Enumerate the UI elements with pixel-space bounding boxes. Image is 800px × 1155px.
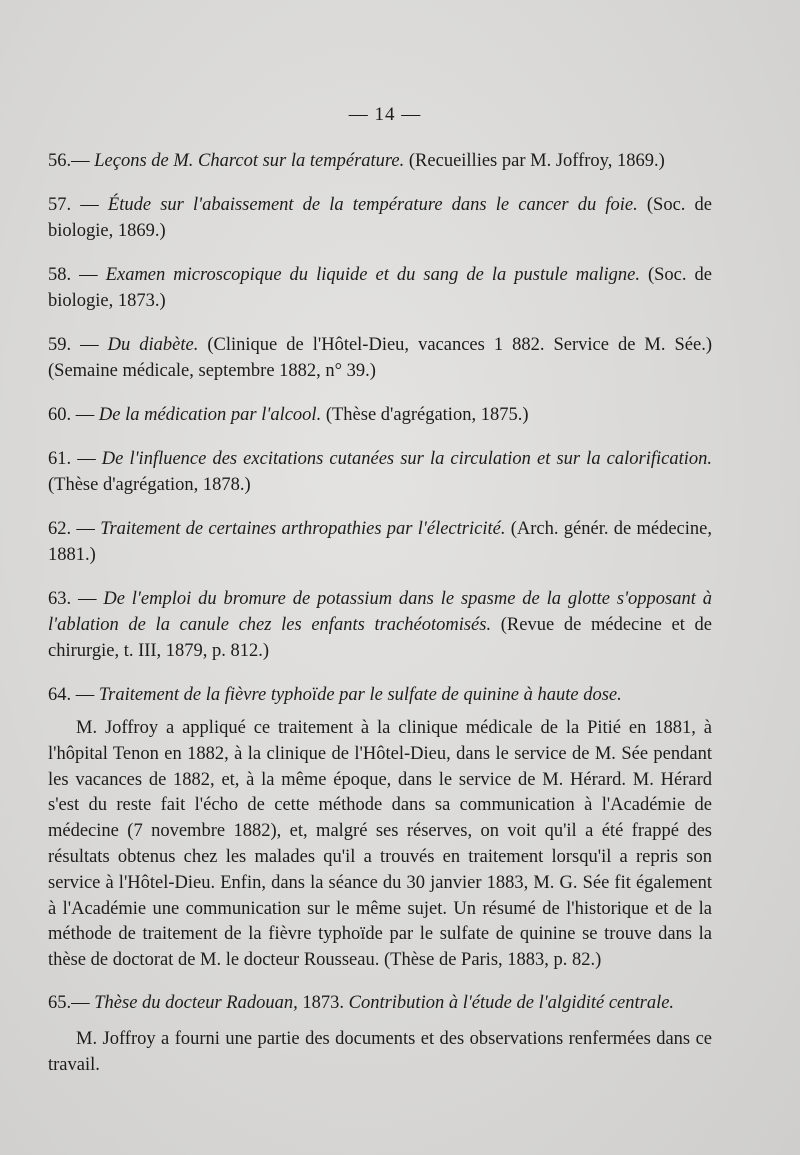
entry-title: Leçons de M. Charcot sur la température.: [94, 151, 405, 171]
entry-61: 61. — De l'influence des excitations cutanées sur la circulation et sur la calorification. (Thèse d'agrégation, 1878.): [48, 449, 712, 495]
entry-note: (Soc. de biologie, 1873.): [48, 265, 713, 311]
entry-59: 59. — Du diabète. (Clinique de l'Hôtel-Dieu, vacances 1 882. Service de M. Sée.) (Semaine médicale, septembre 1882, n° 39.): [48, 335, 713, 381]
entry-note: (Clinique de l'Hôtel-Dieu, vacances 1 882. Service de M. Sée.) (Semaine médicale, septembre 1882, n° 39.): [48, 335, 713, 381]
entry-62: 62. — Traitement de certaines arthropathies par l'électricité. (Arch. génér. de médecine, 1881.): [48, 519, 712, 565]
entry-64-paragraph: M. Joffroy a appliqué ce traitement à la clinique médicale de la Pitié en 1881, à l'hôpital Tenon en 1882, à la clinique de l'Hôtel-Dieu, dans le service de M. Sée pendant les vacances de 1882, et, à la même époque, dans le service de M. Hérard. M. Hérard s'est du reste fait l'écho de cette méthode dans sa communication à l'Académie de médecine (7 novembre 1882), et, malgré ses réserves, on voit qu'il a été frappé des résultats obtenus chez les malades qu'il a trouvés en traitement lorsqu'il a repris son service à l'Hôtel-Dieu. Enfin, dans la séance du 30 janvier 1883, M. G. Sée fit également à l'Académie une communication sur le même sujet. Un résumé de l'historique et de la méthode de traitement de la fièvre typhoïde par le sulfate de quinine se trouve dans la thèse de doctorat de M. le docteur Rousseau. (Thèse de Paris, 1883, p. 82.): [48, 718, 712, 971]
entry-63: 63. — De l'emploi du bromure de potassium dans le spasme de la glotte s'opposant à l'ablation de la canule chez les enfants trachéotomisés. (Revue de médecine et de chirurgie, t. III, 1879, p. 812.): [48, 589, 712, 661]
entry-title: De la médication par l'alcool.: [98, 405, 322, 425]
entry-title: Du diabète.: [107, 335, 199, 355]
entry-number: 58.: [48, 265, 72, 285]
entry-65: 65.— Thèse du docteur Radouan, 1873. Contribution à l'étude de l'algidité centrale.: [48, 992, 675, 1013]
entry-57: 57. — Étude sur l'abaissement de la température dans le cancer du foie. (Soc. de biologie, 1869.): [48, 195, 713, 241]
entry-title: De l'influence des excitations cutanées sur la circulation et sur la calorification.: [101, 449, 712, 469]
entry-title: Traitement de la fièvre typhoïde par le sulfate de quinine à haute dose.: [98, 685, 622, 705]
entry-title: De l'emploi du bromure de potassium dans le spasme de la glotte s'opposant à l'ablation de la canule chez les enfants trachéotomisés.: [48, 589, 712, 635]
entry-note: (Soc. de biologie, 1869.): [48, 195, 713, 241]
entry-number: 61.: [48, 449, 72, 469]
bibliography-list: [48, 148, 712, 1096]
entry-number: 56.: [48, 151, 72, 171]
entry-note: (Thèse d'agrégation, 1878.): [48, 475, 251, 495]
entry-note: (Arch. génér. de médecine, 1881.): [48, 519, 712, 565]
entry-note: (Recueillies par M. Joffroy, 1869.): [408, 151, 665, 171]
entry-title: Thèse du docteur Radouan,: [94, 992, 298, 1013]
entry-65-paragraph: M. Joffroy a fourni une partie des documents et des observations renfermées dans ce travail.: [48, 1028, 712, 1075]
entry-56: 56.— Leçons de M. Charcot sur la température. (Recueillies par M. Joffroy, 1869.): [48, 151, 665, 171]
entry-title: Traitement de certaines arthropathies par l'électricité.: [100, 519, 506, 539]
entry-number: 63.: [48, 589, 72, 609]
page-number: — 14 —: [348, 104, 422, 125]
entry-64: 64. — Traitement de la fièvre typhoïde par le sulfate de quinine à haute dose.: [48, 685, 622, 705]
entry-number: 64.: [48, 685, 72, 705]
entry-number: 60.: [48, 405, 72, 425]
entry-number: 57.: [48, 195, 72, 215]
entry-year: 1873.: [302, 992, 344, 1013]
entry-title: Examen microscopique du liquide et du sang de la pustule maligne.: [105, 265, 640, 285]
entry-number: 62.: [48, 519, 72, 539]
entry-note: (Thèse d'agrégation, 1875.): [325, 405, 529, 425]
entry-subtitle: Contribution à l'étude de l'algidité centrale.: [348, 992, 675, 1013]
entry-title: Étude sur l'abaissement de la température dans le cancer du foie.: [107, 195, 638, 215]
entry-note: (Revue de médecine et de chirurgie, t. III, 1879, p. 812.): [48, 615, 712, 661]
entry-number: 59.: [48, 335, 72, 355]
entry-number: 65.: [48, 992, 72, 1013]
entry-60: 60. — De la médication par l'alcool. (Thèse d'agrégation, 1875.): [48, 405, 529, 425]
entry-58: 58. — Examen microscopique du liquide et du sang de la pustule maligne. (Soc. de biologie, 1873.): [48, 265, 713, 311]
